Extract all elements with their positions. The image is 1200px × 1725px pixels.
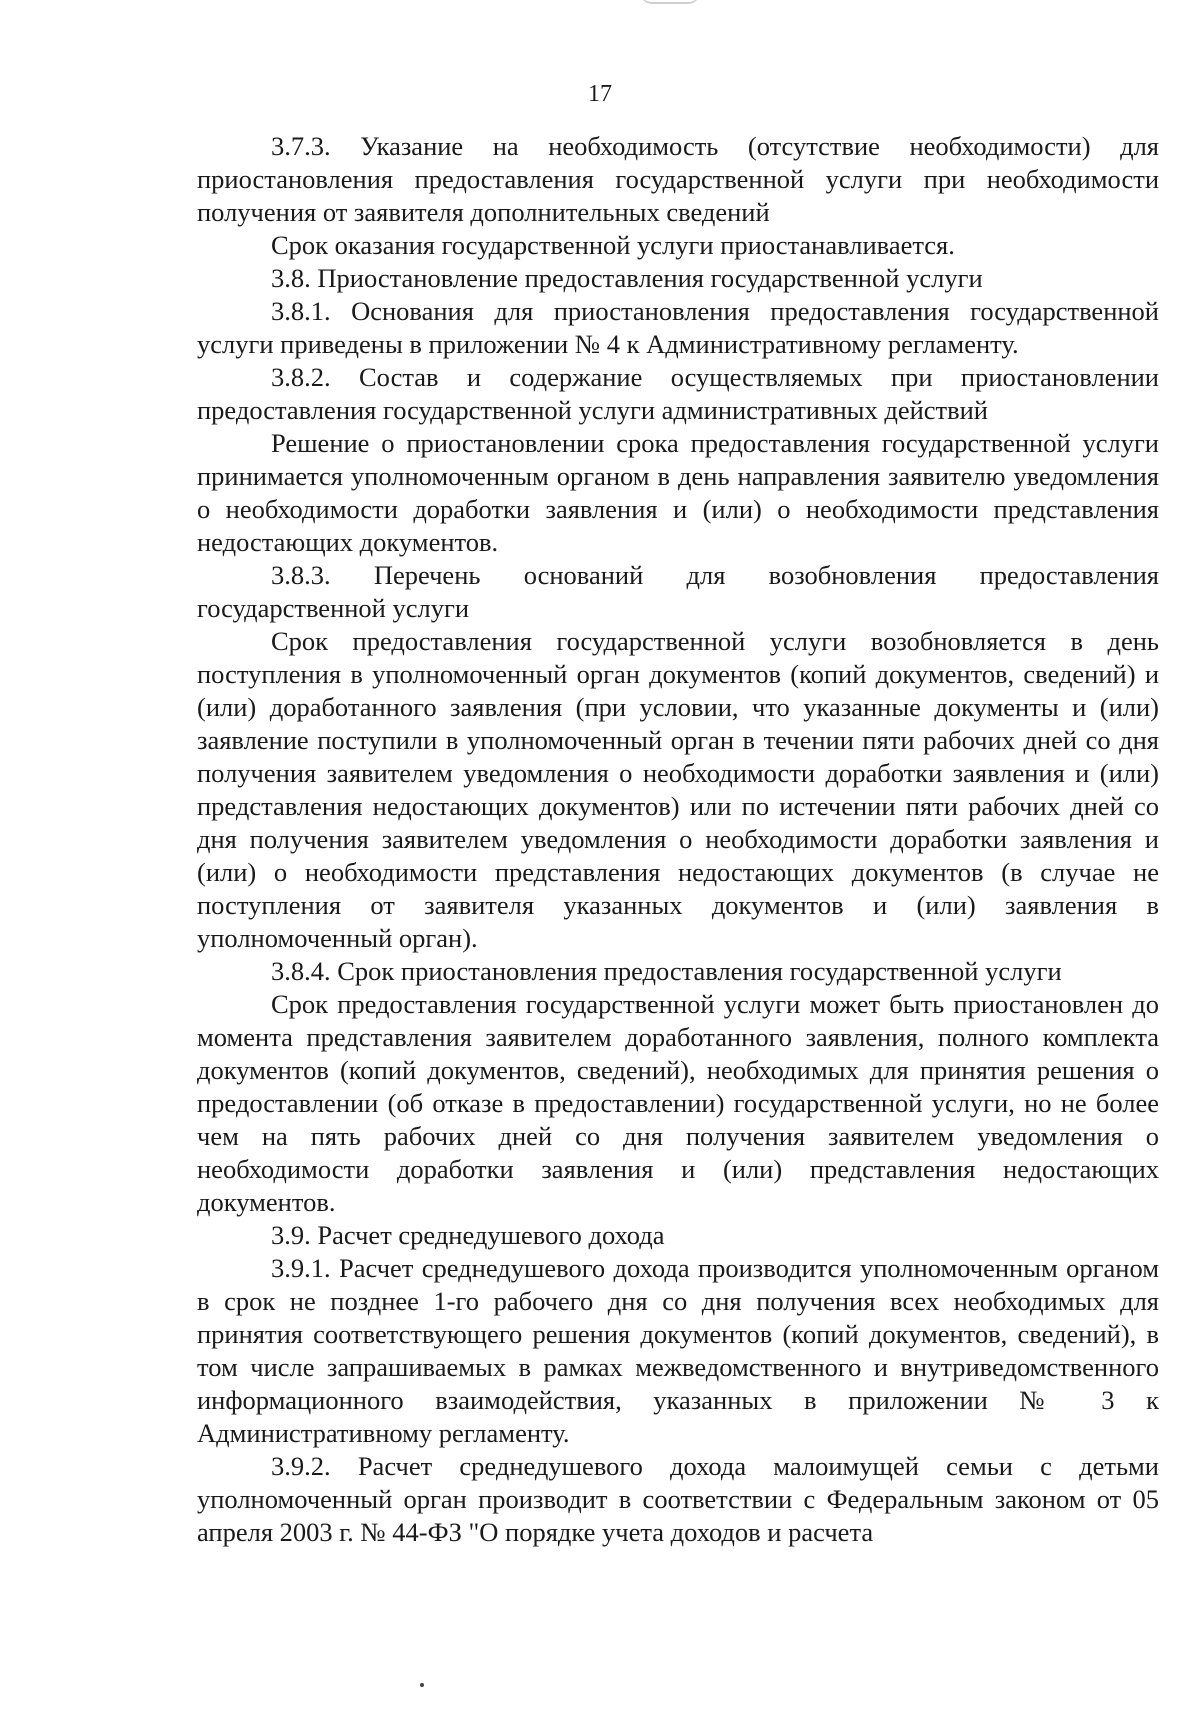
paragraph-3-7-3: 3.7.3. Указание на необходимость (отсутствие необходимости) для приостановления предоставления государственной услуги при необходимости получения от заявителя дополнительных сведений (197, 131, 1159, 227)
document-body (197, 130, 1159, 1549)
page-number: 17 (588, 81, 612, 107)
paragraph-3-8-1: 3.8.1. Основания для приостановления предоставления государственной услуги приведены в приложении № 4 к Административному регламенту. (197, 296, 1159, 359)
section-heading-3-8: 3.8. Приостановление предоставления государственной услуги (271, 263, 983, 293)
scan-artifact (640, 0, 700, 4)
paragraph-3-9-2: 3.9.2. Расчет среднедушевого дохода малоимущей семьи с детьми уполномоченный орган производит в соответствии с Федеральным законом от 05 апреля 2003 г. № 44-ФЗ "О порядке учета доходов и расчета (197, 1451, 1159, 1547)
paragraph-suspension-period: Срок предоставления государственной услуги может быть приостановлен до момента представления заявителем доработанного заявления, полного комплекта документов (копий документов, сведений), необходимых для принятия решения о предоставлении (об отказе в предоставлении) государственной услуги, но не более чем на пять рабочих дней со дня получения заявителем уведомления о необходимости доработки заявления и (или) представления недостающих документов. (197, 989, 1159, 1217)
paragraph-suspension-decision: Решение о приостановлении срока предоставления государственной услуги принимается уполномоченным органом в день направления заявителю уведомления о необходимости доработки заявления и (или) о необходимости представления недостающих документов. (197, 428, 1159, 557)
paragraph-resumption-term: Срок предоставления государственной услуги возобновляется в день поступления в уполномоченный орган документов (копий документов, сведений) и (или) доработанного заявления (при условии, что указанные документы и (или) заявление поступили в уполномоченный орган в течении пяти рабочих дней со дня получения заявителем уведомления о необходимости доработки заявления и (или) представления недостающих документов) или по истечении пяти рабочих дней со дня получения заявителем уведомления о необходимости доработки заявления и (или) о необходимости представления недостающих документов (в случае не поступления от заявителя указанных документов и (или) заявления в уполномоченный орган). (197, 626, 1159, 953)
scan-dot (420, 1683, 424, 1687)
paragraph-3-8-2: 3.8.2. Состав и содержание осуществляемых при приостановлении предоставления государственной услуги административных действий (197, 362, 1159, 425)
paragraph-suspension-term: Срок оказания государственной услуги приостанавливается. (271, 230, 955, 260)
paragraph-3-9-1: 3.9.1. Расчет среднедушевого дохода производится уполномоченным органом в срок не позднее 1-го рабочего дня со дня получения всех необходимых для принятия соответствующего решения документов (копий документов, сведений), в том числе запрашиваемых в рамках межведомственного и внутриведомственного информационного взаимодействия, указанных в приложении № 3 к Административному регламенту. (197, 1253, 1159, 1448)
paragraph-3-8-3: 3.8.3. Перечень оснований для возобновления предоставления государственной услуги (197, 560, 1159, 623)
paragraph-3-8-4: 3.8.4. Срок приостановления предоставления государственной услуги (271, 956, 1062, 986)
section-heading-3-9: 3.9. Расчет среднедушевого дохода (271, 1220, 665, 1250)
